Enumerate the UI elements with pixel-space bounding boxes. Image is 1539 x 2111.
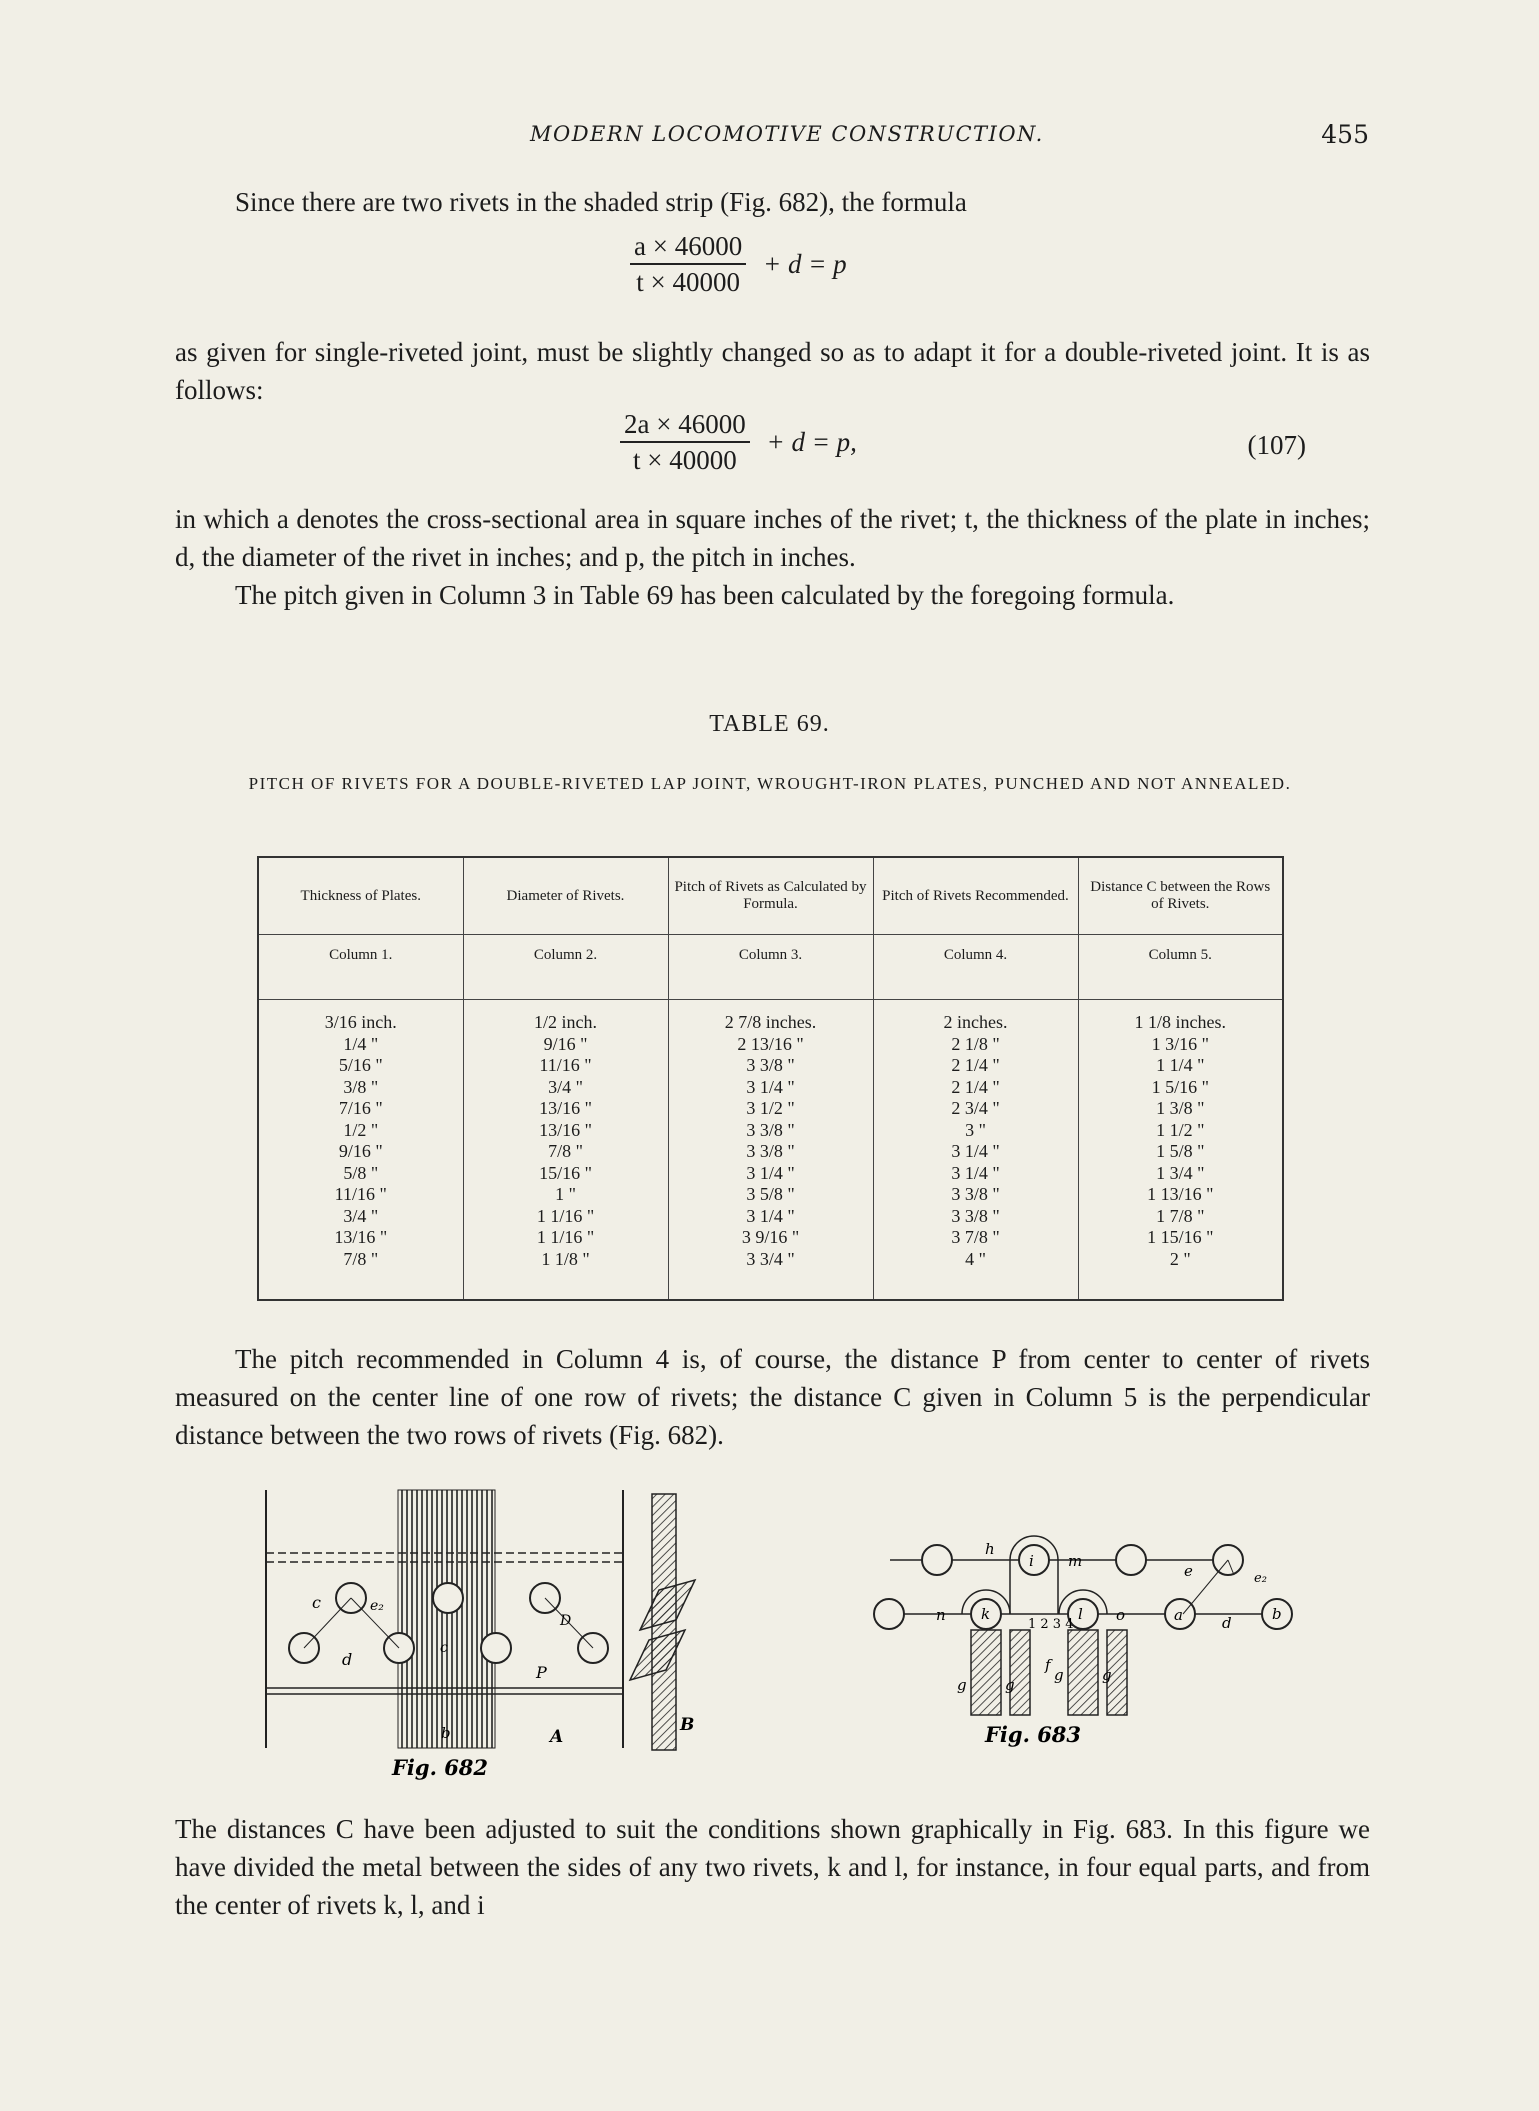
fig683-label: g [1054, 1666, 1064, 1684]
table-cell: 3 1/4 " [746, 1205, 795, 1226]
fig683-label: f [1045, 1656, 1051, 1674]
fig682-label: e₂ [370, 1598, 384, 1614]
table-cell: 2 1/4 " [951, 1055, 1000, 1075]
fig682-label: D [560, 1613, 572, 1629]
table-header: Diameter of Rivets. [463, 857, 668, 935]
table-cell: 1 1/8 " [541, 1248, 590, 1269]
table-cell: 3/4 " [548, 1076, 583, 1097]
table-cell: 11/16 " [539, 1055, 592, 1075]
paragraph-double-riveted [175, 333, 1370, 409]
table-cell: 1 5/16 " [1151, 1076, 1209, 1097]
table-cell: 1 3/16 " [1151, 1033, 1209, 1054]
table-cell: 5/8 " [343, 1162, 379, 1183]
table-cell: 7/8 " [343, 1248, 379, 1269]
table-header: Pitch of Rivets as Calculated by Formula. [668, 857, 873, 935]
table-cell: 2 inches. [943, 1012, 1008, 1032]
column-values [258, 1000, 463, 1301]
fig683-label: k [981, 1605, 991, 1623]
fig682-label: P [536, 1663, 547, 1682]
table-cell: 1 15/16 " [1147, 1227, 1214, 1247]
paragraph-text: in which a denotes the cross-sectional area in square inches of the rivet; t, the thickness of the plate in inches; d, the diameter of the rivet in inches; and p, the pitch in inches. [175, 504, 1370, 572]
column-values [1078, 1000, 1283, 1301]
column-values [463, 1000, 668, 1301]
table-cell: 3 9/16 " [741, 1227, 800, 1247]
fig682-label: c [440, 1640, 448, 1656]
table-cell: 5/16 " [338, 1055, 383, 1075]
fig683-label: g [957, 1676, 967, 1694]
equation-number: (107) [1247, 430, 1306, 460]
table-title: TABLE 69. [709, 711, 830, 737]
table-cell: 1 7/8 " [1156, 1205, 1205, 1226]
table-cell: 1 " [555, 1184, 576, 1204]
table-cell: 1 3/8 " [1156, 1098, 1205, 1118]
table-cell: 7/16 " [338, 1098, 383, 1118]
fig683-label: a [1174, 1606, 1183, 1624]
table-cell: 3 1/4 " [951, 1141, 1000, 1161]
table-cell: 1/4 " [343, 1033, 379, 1054]
table-cell: 3 3/8 " [951, 1205, 1000, 1226]
table-cell: 15/16 " [539, 1162, 592, 1183]
table-cell: 9/16 " [543, 1033, 588, 1054]
table-cell: 2 " [1169, 1248, 1191, 1269]
riveted-joint-figures [0, 1480, 1539, 1780]
paragraph-text: as given for single-riveted joint, must be slightly changed so as to adapt it for a double-riveted joint. It is as follows: [175, 337, 1370, 405]
table-header: Thickness of Plates. [258, 857, 463, 935]
table-cell: 1 1/16 " [536, 1205, 595, 1226]
table-cell: 1/2 " [343, 1119, 379, 1140]
paragraph-text: The distances C have been adjusted to suit the conditions shown graphically in Fig. 683. In this figure we have divided the metal between the sides of any two rivets, k and l, for instance, in four equal parts, and from the center of rivets k, l, and i [175, 1814, 1370, 1920]
column-number: Column 5. [1078, 935, 1283, 1000]
column-number: Column 1. [258, 935, 463, 1000]
paragraph-text: The pitch given in Column 3 in Table 69 has been calculated by the foregoing formula. [235, 580, 1175, 610]
column-values [668, 1000, 873, 1301]
table-cell: 3 5/8 " [746, 1184, 795, 1204]
formula-numerator: 2a × 46000 [620, 407, 750, 443]
table-cell: 3 1/4 " [746, 1076, 795, 1097]
paragraph-intro [175, 183, 1370, 221]
formula-denominator: t × 40000 [632, 445, 737, 475]
table-cell: 1 3/4 " [1156, 1162, 1205, 1183]
table-cell: 3/8 " [343, 1076, 379, 1097]
column-number: Column 2. [463, 935, 668, 1000]
table-cell: 2 13/16 " [737, 1033, 804, 1054]
figures-row [0, 1480, 1539, 1780]
table-cell: 3/16 inch. [324, 1012, 397, 1032]
fig683-label: d [1222, 1614, 1232, 1632]
formula-remainder: + d = p [762, 248, 847, 279]
paragraph-text: The pitch recommended in Column 4 is, of course, the distance P from center to center of rivets measured on the center line of one row of rivets; the distance C given in Column 5 is the perpendicular distance between the two rows of rivets (Fig. 682). [175, 1344, 1370, 1450]
running-title: MODERN LOCOMOTIVE CONSTRUCTION. [530, 122, 1044, 146]
figure-682 [266, 1490, 695, 1780]
formula-single-riveted [630, 229, 847, 299]
fig683-label: h [985, 1540, 995, 1558]
column-number: Column 4. [873, 935, 1078, 1000]
fig683-label: g [1102, 1666, 1112, 1684]
formula-fraction [620, 407, 750, 477]
table-cell: 1 1/16 " [536, 1227, 595, 1247]
formula-denominator: t × 40000 [636, 267, 740, 297]
table-cell: 3 7/8 " [951, 1227, 1000, 1247]
paragraph-pitch-explanation [175, 1340, 1370, 1454]
table-cell: 3 3/4 " [746, 1248, 795, 1269]
table-cell: 1 5/8 " [1156, 1141, 1205, 1161]
table-cell: 2 3/4 " [951, 1098, 1000, 1118]
table-cell: 1 1/2 " [1156, 1119, 1205, 1140]
paragraph-definitions [175, 500, 1370, 614]
table-cell: 3 3/8 " [746, 1141, 795, 1161]
figure-683-caption: Fig. 683 [985, 1722, 1082, 1747]
table-cell: 1/2 inch. [534, 1012, 597, 1032]
fig683-label: n [936, 1606, 946, 1624]
table-cell: 3 3/8 " [746, 1055, 795, 1075]
fig683-label: i [1029, 1552, 1034, 1570]
table-header: Pitch of Rivets Recommended. [873, 857, 1078, 935]
table-cell: 4 " [965, 1248, 986, 1269]
running-header [0, 122, 1539, 152]
table-cell: 13/16 " [539, 1098, 592, 1118]
table-header: Distance C between the Rows of Rivets. [1078, 857, 1283, 935]
fig683-label: m [1068, 1552, 1083, 1570]
table-cell: 3 1/4 " [746, 1162, 795, 1183]
column-values [873, 1000, 1078, 1301]
fig683-label: 1 2 3 4 [1028, 1617, 1074, 1632]
table-cell: 13/16 " [334, 1227, 388, 1247]
fig683-label: e₂ [1254, 1571, 1267, 1586]
figure-683 [874, 1536, 1292, 1747]
fig683-label: o [1116, 1606, 1126, 1624]
table-cell: 2 1/4 " [951, 1076, 1000, 1097]
fig683-label: e [1184, 1562, 1193, 1580]
rivet-pitch-table [257, 856, 1284, 1301]
table-cell: 3 " [965, 1119, 986, 1140]
fig682-label: b [441, 1724, 451, 1742]
paragraph-text: Since there are two rivets in the shaded strip (Fig. 682), the formula [235, 187, 967, 217]
table-cell: 7/8 " [548, 1141, 583, 1161]
table-cell: 3 3/8 " [746, 1119, 795, 1140]
table-cell: 3 1/4 " [951, 1162, 1000, 1183]
table-cell: 3 1/2 " [746, 1098, 795, 1118]
table-cell: 2 7/8 inches. [724, 1012, 817, 1032]
table-cell: 2 1/8 " [951, 1033, 1000, 1054]
table-cell: 3 3/8 " [951, 1184, 1000, 1204]
fig682-label: d [342, 1650, 353, 1669]
table-cell: 9/16 " [338, 1141, 383, 1161]
fig683-label: g [1005, 1676, 1015, 1694]
formula-double-riveted [620, 407, 857, 477]
page-number: 455 [1321, 120, 1369, 149]
column-number: Column 3. [668, 935, 873, 1000]
fig683-label: l [1078, 1605, 1083, 1623]
table-caption: PITCH OF RIVETS FOR A DOUBLE-RIVETED LAP JOINT, WROUGHT-IRON PLATES, PUNCHED AND NOT ANNEALED. [248, 774, 1292, 793]
fig682-label: c [312, 1593, 321, 1612]
formula-fraction [630, 229, 746, 299]
formula-remainder: + d = p, [766, 426, 857, 457]
formula-numerator: a × 46000 [630, 229, 746, 265]
fig682-label: B [680, 1715, 695, 1735]
table-cell: 1 1/8 inches. [1134, 1012, 1226, 1032]
paragraph-distances [175, 1810, 1370, 1924]
figure-682-caption: Fig. 682 [392, 1755, 489, 1780]
fig682-label: A [550, 1727, 564, 1747]
table-cell: 11/16 " [334, 1184, 387, 1204]
table-cell: 1 13/16 " [1147, 1184, 1214, 1204]
table-cell: 1 1/4 " [1156, 1055, 1205, 1075]
table-cell: 3/4 " [343, 1205, 379, 1226]
fig683-label: b [1272, 1605, 1282, 1623]
table-cell: 13/16 " [539, 1119, 592, 1140]
